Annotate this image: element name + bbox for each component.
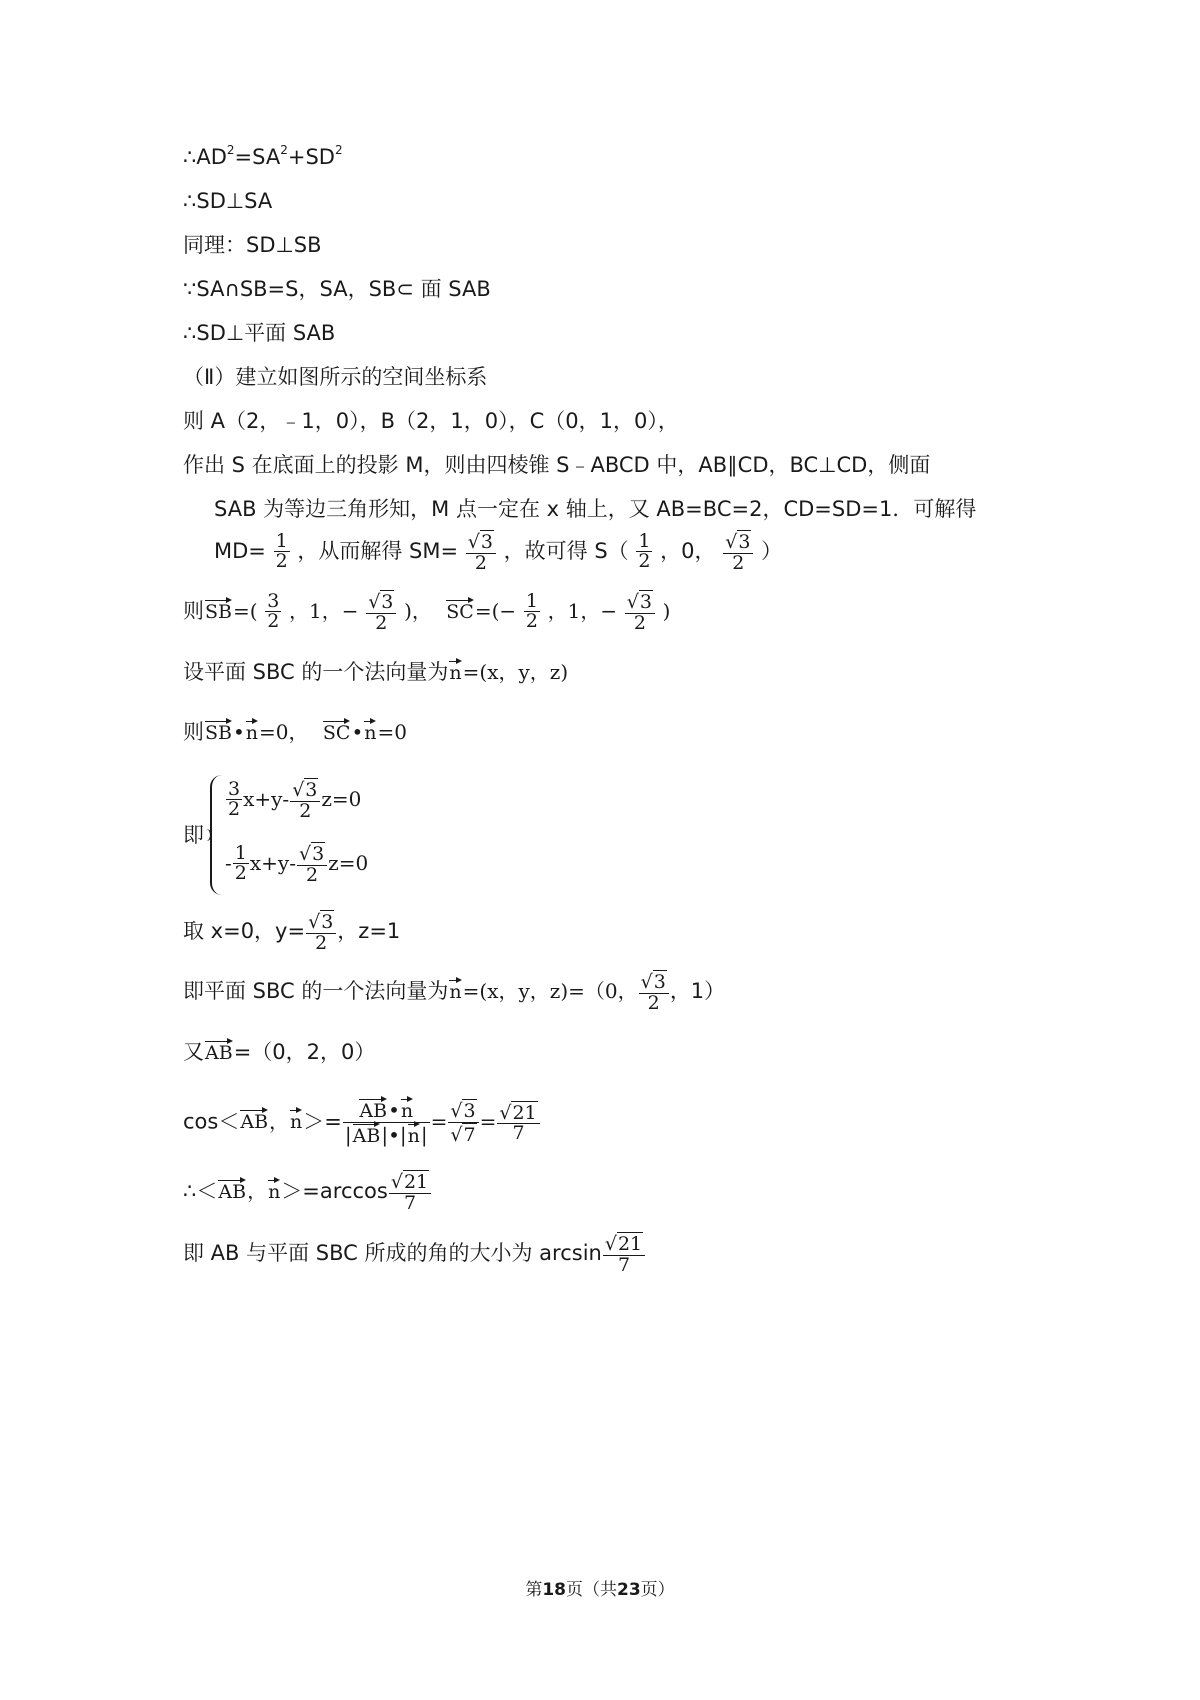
numerator bbox=[497, 1101, 539, 1125]
vector-n: n bbox=[364, 722, 377, 744]
equation-row-1 bbox=[225, 778, 361, 822]
radicand: 7 bbox=[463, 1123, 476, 1146]
vector-ab: AB bbox=[352, 1124, 381, 1147]
denominator: 2 bbox=[267, 610, 280, 633]
text: ，1，− bbox=[289, 598, 359, 623]
vector-sb: SB bbox=[205, 722, 232, 744]
denominator: 2 bbox=[275, 550, 288, 573]
text: ，故可得 S（ bbox=[503, 538, 629, 563]
footer-text: 第 bbox=[525, 1580, 543, 1600]
denominator: 2 bbox=[375, 611, 388, 634]
sqrt bbox=[627, 590, 653, 613]
vector-sc: SC bbox=[322, 722, 351, 744]
text: =0 bbox=[377, 720, 407, 744]
radicand: 3 bbox=[639, 591, 652, 613]
sqrt bbox=[450, 1099, 476, 1122]
sqrt bbox=[292, 778, 318, 801]
text: =(x，y，z)=（0， bbox=[462, 978, 638, 1003]
footer-text: 页（共 bbox=[566, 1580, 617, 1600]
radical-sign-icon: √ bbox=[368, 591, 381, 613]
denominator: 2 bbox=[306, 863, 319, 886]
fraction bbox=[448, 1099, 478, 1146]
fraction bbox=[233, 841, 249, 885]
vector-sc: SC bbox=[446, 600, 474, 623]
numerator bbox=[290, 778, 320, 802]
numerator bbox=[448, 1099, 478, 1123]
vector-n: n bbox=[245, 722, 259, 744]
radical-sign-icon: √ bbox=[450, 1123, 463, 1146]
denominator: 2 bbox=[228, 798, 241, 821]
radicand: 3 bbox=[480, 531, 493, 553]
radicand: 3 bbox=[321, 911, 334, 933]
vector-n: n bbox=[400, 1100, 414, 1122]
text: ，0， bbox=[660, 538, 716, 563]
numerator bbox=[466, 530, 496, 554]
equation-row-2 bbox=[225, 842, 368, 886]
radical-sign-icon: √ bbox=[467, 531, 480, 553]
radical-sign-icon: √ bbox=[725, 531, 738, 553]
text: 取 x=0，y= bbox=[183, 918, 306, 943]
line-angle-arccos bbox=[183, 1170, 432, 1214]
numerator bbox=[723, 530, 753, 554]
vector-sb: SB bbox=[205, 600, 232, 623]
text: ∴AD bbox=[183, 145, 227, 169]
numerator: 3 bbox=[267, 589, 280, 612]
text: ） bbox=[761, 538, 783, 563]
text: x+y- bbox=[249, 850, 296, 875]
vector-n: n bbox=[290, 1111, 303, 1134]
numerator: 1 bbox=[234, 841, 247, 864]
text: ，1） bbox=[669, 978, 726, 1003]
line-coordinates: 则 A（2，﹣1，0），B（2，1，0），C（0，1，0）， bbox=[183, 409, 679, 433]
radicand: 21 bbox=[512, 1101, 537, 1124]
text: x+y- bbox=[243, 786, 290, 811]
line-conclusion: ∴SD⊥平面 SAB bbox=[183, 321, 336, 345]
text: z=0 bbox=[321, 786, 362, 811]
denominator: 7 bbox=[512, 1122, 525, 1145]
radicand: 3 bbox=[305, 779, 318, 801]
radical-sign-icon: √ bbox=[604, 1233, 617, 1255]
denominator: 2 bbox=[525, 610, 538, 633]
numerator bbox=[366, 590, 396, 614]
line-system-label: 即 bbox=[183, 823, 204, 847]
numerator bbox=[297, 842, 327, 866]
text: 则 bbox=[183, 598, 204, 623]
radicand: 3 bbox=[381, 591, 394, 613]
denominator: 2 bbox=[315, 931, 328, 954]
text: ， bbox=[247, 1178, 268, 1203]
sqrt bbox=[391, 1170, 429, 1193]
line-projection: 作出 S 在底面上的投影 M，则由四棱锥 S﹣ABCD 中，AB∥CD，BC⊥CD，侧面 bbox=[183, 453, 931, 477]
denominator: 2 bbox=[638, 550, 651, 573]
denominator: 2 bbox=[234, 862, 247, 885]
sqrt bbox=[725, 530, 751, 553]
line-vector-ab bbox=[183, 1040, 375, 1063]
text: 设平面 SBC 的一个法向量为 bbox=[183, 660, 449, 684]
line-sd-perp-sa: ∴SD⊥SA bbox=[183, 189, 273, 213]
fraction bbox=[306, 910, 336, 954]
total-pages: 23 bbox=[617, 1580, 641, 1600]
text: ＞=arccos bbox=[281, 1178, 388, 1203]
vector-n: n bbox=[449, 980, 462, 1003]
numerator bbox=[306, 910, 336, 934]
fraction bbox=[723, 530, 753, 574]
text: 即 AB 与平面 SBC 所成的角的大小为 arcsin bbox=[183, 1240, 602, 1265]
line-md-sm bbox=[214, 530, 782, 574]
fraction bbox=[343, 1098, 430, 1147]
radicand: 3 bbox=[312, 843, 325, 865]
denominator bbox=[343, 1123, 430, 1147]
sqrt bbox=[450, 1123, 476, 1146]
vector-n: n bbox=[449, 662, 462, 684]
numerator bbox=[603, 1232, 645, 1256]
fraction bbox=[603, 1232, 645, 1276]
text: 则 bbox=[183, 720, 204, 744]
text: • bbox=[232, 720, 245, 744]
radicand: 21 bbox=[403, 1171, 429, 1193]
text: z=0 bbox=[328, 850, 369, 875]
text: = bbox=[430, 1109, 448, 1134]
exponent: 2 bbox=[226, 143, 235, 157]
numerator bbox=[625, 590, 655, 614]
text: ) bbox=[662, 598, 671, 623]
line-normal-vector-result bbox=[183, 970, 725, 1014]
text: MD= bbox=[214, 538, 266, 563]
numerator: 3 bbox=[228, 777, 241, 800]
line-cosine bbox=[183, 1098, 541, 1147]
radical-sign-icon: √ bbox=[298, 843, 312, 865]
fraction bbox=[497, 1101, 539, 1145]
fraction bbox=[290, 778, 320, 822]
radical-sign-icon: √ bbox=[626, 591, 639, 613]
numerator bbox=[639, 970, 669, 994]
text: =0， bbox=[259, 720, 309, 744]
numerator: 1 bbox=[275, 529, 288, 552]
page-number: 18 bbox=[542, 1580, 566, 1600]
fraction bbox=[389, 1170, 431, 1214]
text: cos＜ bbox=[183, 1109, 240, 1134]
exponent: 2 bbox=[334, 143, 343, 157]
vector-ab: AB bbox=[240, 1111, 269, 1134]
text: =( bbox=[232, 598, 258, 623]
footer-text: 页） bbox=[640, 1580, 675, 1600]
text: ，从而解得 SM= bbox=[297, 538, 459, 563]
line-vectors-sb-sc bbox=[183, 590, 670, 634]
text: 即平面 SBC 的一个法向量为 bbox=[183, 978, 449, 1003]
denominator: 2 bbox=[633, 611, 646, 634]
radicand: 21 bbox=[617, 1233, 643, 1255]
radical-sign-icon: √ bbox=[450, 1100, 463, 1122]
text: =(x，y，z) bbox=[462, 660, 569, 684]
denominator: 2 bbox=[299, 799, 312, 822]
sqrt bbox=[299, 842, 325, 865]
numerator: 1 bbox=[638, 529, 651, 552]
line-normal-vector-def bbox=[183, 660, 568, 683]
line-projection-cont: SAB 为等边三角形知，M 点一定在 x 轴上，又 AB=BC=2，CD=SD=1．可解得 bbox=[214, 497, 977, 521]
text: = bbox=[479, 1109, 497, 1134]
text: ，z=1 bbox=[337, 918, 401, 943]
line-part-two: （Ⅱ）建立如图所示的空间坐标系 bbox=[183, 365, 488, 389]
fraction bbox=[639, 970, 669, 1014]
radicand: 3 bbox=[653, 971, 666, 993]
vector-ab: AB bbox=[205, 1042, 233, 1064]
text: =（0，2，0） bbox=[233, 1040, 376, 1064]
sqrt bbox=[499, 1101, 537, 1124]
text: ， bbox=[269, 1109, 290, 1134]
numerator bbox=[343, 1098, 430, 1123]
text: • bbox=[351, 720, 364, 744]
dot-operator: • bbox=[388, 1098, 400, 1122]
radical-sign-icon: √ bbox=[640, 971, 653, 993]
radicand: 3 bbox=[463, 1100, 476, 1122]
radical-sign-icon: √ bbox=[499, 1101, 512, 1124]
text: =SA bbox=[234, 145, 281, 169]
denominator bbox=[448, 1123, 478, 1146]
sqrt bbox=[368, 590, 394, 613]
line-similarly: 同理：SD⊥SB bbox=[183, 233, 322, 257]
text: - bbox=[225, 850, 232, 875]
text: |•| bbox=[381, 1122, 407, 1147]
vector-n: n bbox=[407, 1124, 420, 1147]
radical-sign-icon: √ bbox=[308, 911, 321, 933]
text: +SD bbox=[287, 145, 335, 169]
radicand: 3 bbox=[738, 531, 751, 553]
fraction bbox=[625, 590, 655, 634]
fraction bbox=[366, 590, 396, 634]
text: ＞= bbox=[303, 1109, 342, 1134]
denominator: 2 bbox=[647, 991, 660, 1014]
fraction bbox=[226, 777, 242, 821]
fraction bbox=[524, 589, 540, 633]
sqrt bbox=[641, 970, 667, 993]
denominator: 7 bbox=[617, 1253, 631, 1276]
fraction bbox=[274, 529, 290, 573]
line-take-values bbox=[183, 910, 400, 954]
line-because: ∵SA∩SB=S，SA，SB⊂ 面 SAB bbox=[183, 277, 491, 301]
radical-sign-icon: √ bbox=[390, 1171, 403, 1193]
vector-ab: AB bbox=[218, 1180, 247, 1203]
sqrt bbox=[308, 910, 334, 933]
text: | bbox=[344, 1122, 352, 1147]
sqrt bbox=[605, 1232, 643, 1255]
radical-sign-icon: √ bbox=[292, 779, 305, 801]
vector-n: n bbox=[268, 1180, 281, 1203]
text: ，1，− bbox=[547, 598, 618, 623]
sqrt bbox=[468, 530, 494, 553]
vector-ab: AB bbox=[359, 1100, 388, 1122]
text: ∴＜ bbox=[183, 1178, 218, 1203]
exponent: 2 bbox=[280, 143, 288, 157]
denominator: 7 bbox=[403, 1191, 417, 1214]
text: )， bbox=[404, 598, 432, 623]
left-brace-icon bbox=[210, 775, 222, 895]
text: | bbox=[420, 1122, 428, 1147]
line-ad-squared bbox=[183, 143, 343, 169]
line-final-answer bbox=[183, 1232, 646, 1276]
denominator: 2 bbox=[732, 551, 745, 574]
fraction bbox=[466, 530, 496, 574]
text: 又 bbox=[183, 1040, 204, 1064]
page-footer bbox=[0, 1575, 1200, 1600]
fraction bbox=[636, 529, 652, 573]
fraction bbox=[297, 842, 327, 886]
denominator: 2 bbox=[474, 551, 487, 574]
line-dot-products bbox=[183, 720, 407, 743]
text: =(− bbox=[474, 598, 517, 623]
fraction bbox=[265, 589, 281, 633]
numerator: 1 bbox=[525, 589, 538, 612]
numerator bbox=[389, 1170, 431, 1194]
